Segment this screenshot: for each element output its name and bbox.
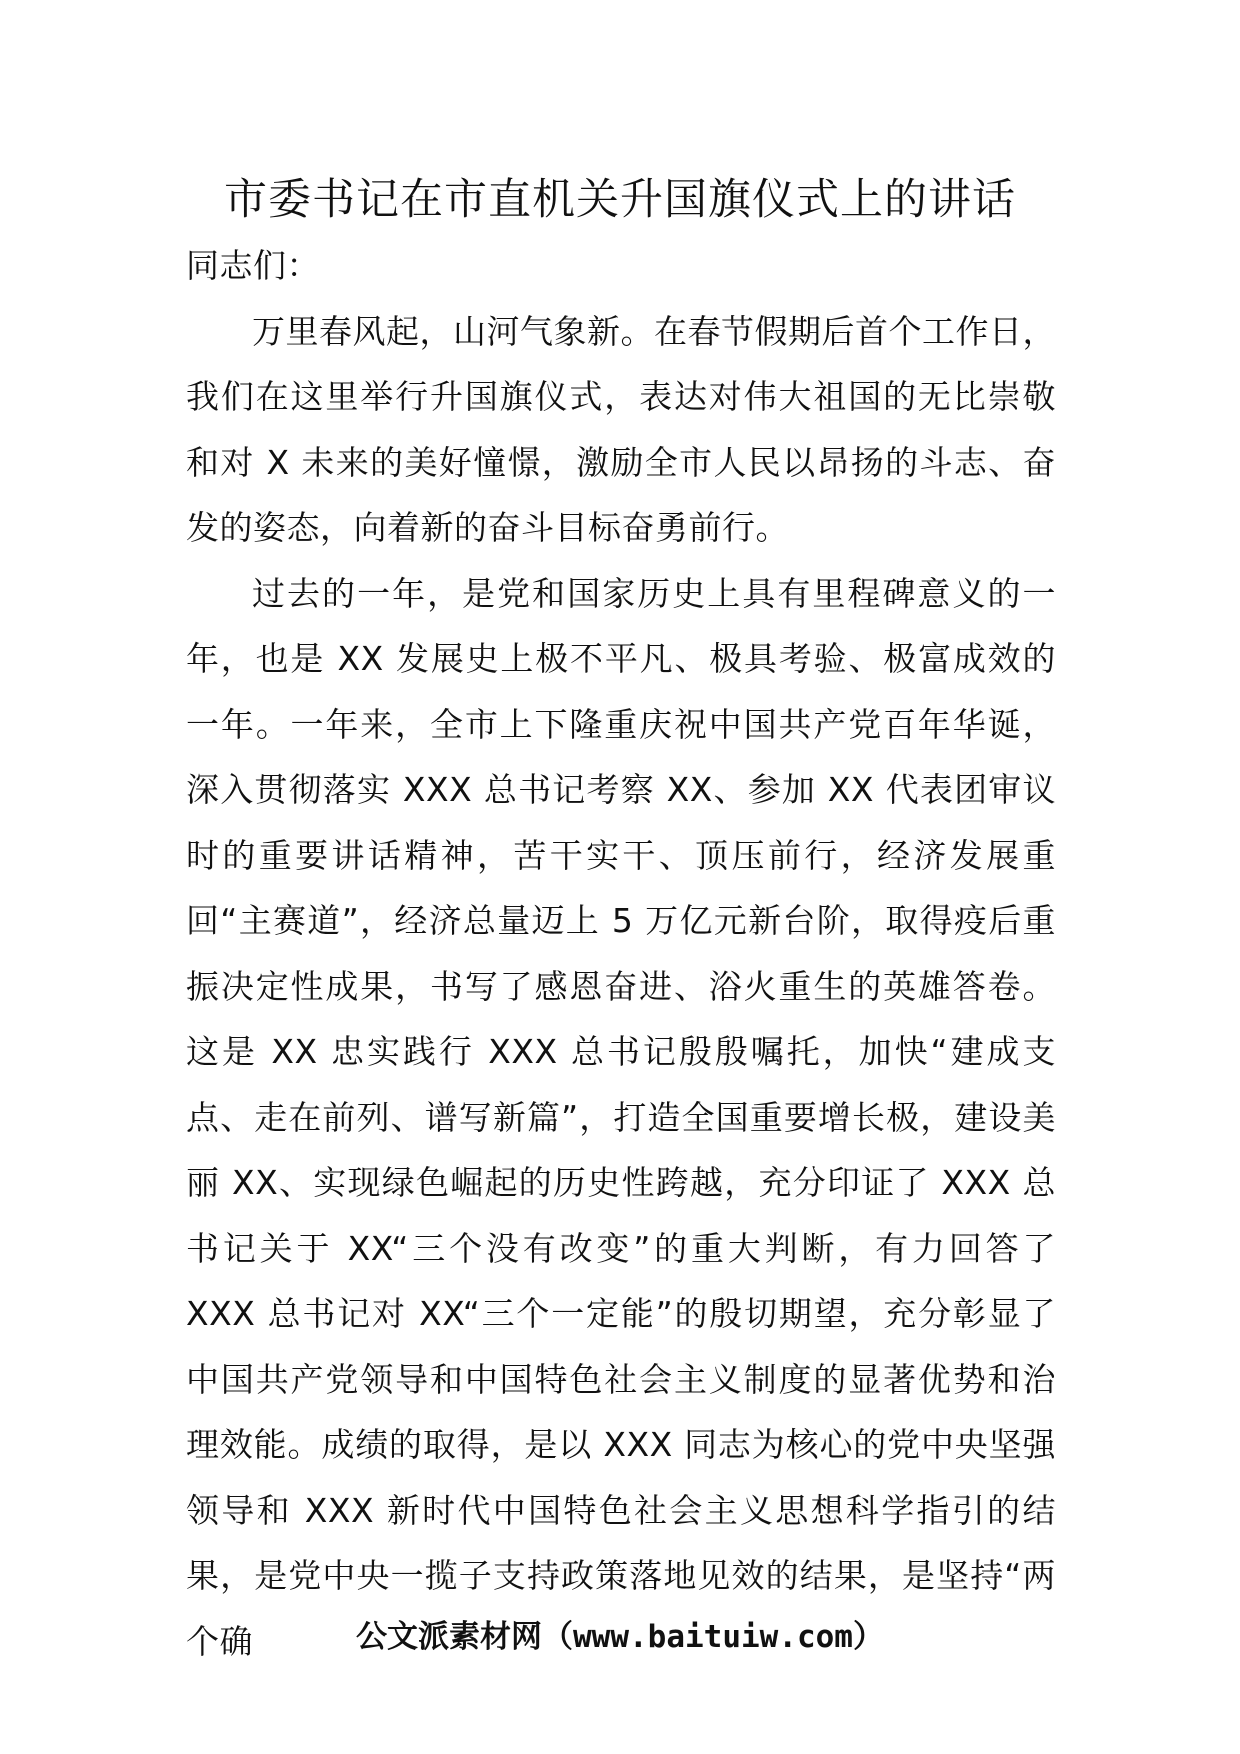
- document-title: 市委书记在市直机关升国旗仪式上的讲话: [224, 175, 1016, 225]
- footer-site-link: （www.baituiw.com）: [542, 1619, 884, 1655]
- document-body: [186, 233, 1056, 1674]
- watermark-footer: [0, 1617, 1240, 1657]
- paragraph-1: 万里春风起，山河气象新。在春节假期后首个工作日，我们在这里举行升国旗仪式，表达对伟大祖国的无比崇敬和对 X 未来的美好憧憬，激励全市人民以昂扬的斗志、奋发的姿态，向着新的奋斗目标奋勇前行。: [186, 311, 1056, 547]
- salutation: 同志们：: [186, 246, 320, 285]
- paragraph-2: 过去的一年，是党和国家历史上具有里程碑意义的一年，也是 XX 发展史上极不平凡、极具考验、极富成效的一年。一年来，全市上下隆重庆祝中国共产党百年华诞，深入贯彻落实 XXX 总书记考察 XX、参加 XX 代表团审议时的重要讲话精神，苦干实干、顶压前行，经济发展重回“主赛道”，经济总量迈上 5 万亿元新台阶，取得疫后重振决定性成果，书写了感恩奋进、浴火重生的英雄答卷。这是 XX 忠实践行 XXX 总书记殷殷嘱托，加快“建成支点、走在前列、谱写新篇”，打造全国重要增长极，建设美丽 XX、实现绿色崛起的历史性跨越，充分印证了 XXX 总书记关于 XX“三个没有改变”的重大判断，有力回答了 XXX 总书记对 XX“三个一定能”的殷切期望，充分彰显了中国共产党领导和中国特色社会主义制度的显著优势和治理效能。成绩的取得，是以 XXX 同志为核心的党中央坚强领导和 XXX 新时代中国特色社会主义思想科学指引的结果，是党中央一揽子支持政策落地见效的结果，是坚持“两个确: [186, 573, 1056, 1661]
- footer-brand: 公文派素材网: [356, 1619, 543, 1655]
